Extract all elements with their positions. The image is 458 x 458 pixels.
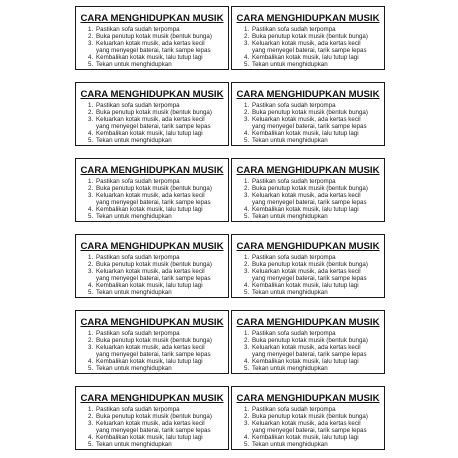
step-text: Tekan untuk menghidupkan — [252, 212, 328, 220]
step-number: 1. — [244, 26, 250, 33]
step-item — [244, 62, 368, 69]
step-text: Kembalikan kotak musik, lalu tutup lagi — [252, 281, 359, 289]
step-text: Kembalikan kotak musik, lalu tutup lagi — [96, 281, 203, 289]
instruction-card — [75, 386, 229, 450]
step-text: Tekan untuk menghidupkan — [96, 60, 172, 68]
step-number: 2. — [244, 260, 250, 268]
step-text: Tekan untuk menghidupkan — [252, 60, 328, 68]
step-text: Keluarkan kotak musik, ada kertas kecil — [252, 343, 361, 351]
step-item — [88, 138, 212, 145]
step-text: yang menyegel baterai, tarik sampe lepas — [252, 122, 367, 130]
step-item — [244, 214, 368, 221]
step-text: Pastikan sofa sudah terpompa — [252, 26, 336, 33]
step-text: Kembalikan kotak musik, lalu tutup lagi — [252, 357, 359, 365]
step-item — [244, 290, 368, 297]
step-number: 4. — [88, 281, 94, 289]
step-number: 5. — [244, 136, 250, 144]
step-number: 1. — [244, 406, 250, 413]
steps-list — [88, 103, 212, 144]
instruction-card — [75, 6, 229, 70]
step-number: 2. — [244, 108, 250, 116]
instruction-card — [231, 6, 385, 70]
instruction-card — [231, 82, 385, 146]
step-number: 2. — [244, 336, 250, 344]
step-number: 1. — [88, 26, 94, 33]
step-text: Tekan untuk menghidupkan — [252, 440, 328, 448]
step-number: 3. — [244, 191, 250, 199]
step-number: 1. — [88, 406, 94, 413]
step-item — [244, 442, 368, 449]
step-number: 5. — [88, 60, 94, 68]
step-text: Kembalikan kotak musik, lalu tutup lagi — [96, 129, 203, 137]
step-text: yang menyegel baterai, tarik sampe lepas — [252, 46, 367, 54]
steps-list — [244, 407, 368, 448]
step-text: Buka penutup kotak musik (bentuk bunga) — [96, 412, 212, 420]
steps-list — [244, 103, 368, 144]
step-text: Pastikan sofa sudah terpompa — [96, 330, 180, 337]
step-item — [88, 366, 212, 373]
step-number: 4. — [244, 281, 250, 289]
step-item — [88, 62, 212, 69]
step-number: 3. — [244, 267, 250, 275]
step-number: 5. — [88, 364, 94, 372]
step-number: 2. — [88, 184, 94, 192]
step-text: Buka penutup kotak musik (bentuk bunga) — [96, 108, 212, 116]
instruction-card — [75, 82, 229, 146]
step-number: 4. — [88, 129, 94, 137]
step-text: Keluarkan kotak musik, ada kertas kecil — [96, 419, 205, 427]
step-number: 4. — [244, 53, 250, 61]
steps-list — [88, 407, 212, 448]
card-title: CARA MENGHIDUPKAN MUSIK — [236, 241, 380, 252]
step-text: Buka penutup kotak musik (bentuk bunga) — [96, 32, 212, 40]
step-number: 3. — [244, 419, 250, 427]
step-number: 2. — [244, 412, 250, 420]
step-number: 3. — [88, 343, 94, 351]
step-item — [88, 214, 212, 221]
step-number: 4. — [88, 53, 94, 61]
step-number: 5. — [244, 60, 250, 68]
step-number: 4. — [244, 433, 250, 441]
step-text: yang menyegel baterai, tarik sampe lepas — [96, 274, 211, 282]
steps-list — [88, 27, 212, 68]
step-number: 1. — [244, 178, 250, 185]
step-text: Pastikan sofa sudah terpompa — [252, 178, 336, 185]
step-text: yang menyegel baterai, tarik sampe lepas — [252, 426, 367, 434]
step-number: 1. — [244, 254, 250, 261]
step-text: Keluarkan kotak musik, ada kertas kecil — [96, 39, 205, 47]
step-number: 3. — [88, 419, 94, 427]
card-title: CARA MENGHIDUPKAN MUSIK — [236, 89, 380, 100]
step-number: 1. — [244, 330, 250, 337]
step-text: Keluarkan kotak musik, ada kertas kecil — [252, 267, 361, 275]
step-text: Pastikan sofa sudah terpompa — [252, 330, 336, 337]
step-text: yang menyegel baterai, tarik sampe lepas — [252, 198, 367, 206]
steps-list — [244, 27, 368, 68]
step-text: yang menyegel baterai, tarik sampe lepas — [96, 426, 211, 434]
step-number: 5. — [88, 136, 94, 144]
step-text: Kembalikan kotak musik, lalu tutup lagi — [252, 433, 359, 441]
step-text: Tekan untuk menghidupkan — [96, 136, 172, 144]
step-text: Pastikan sofa sudah terpompa — [252, 406, 336, 413]
step-number: 3. — [244, 115, 250, 123]
card-title: CARA MENGHIDUPKAN MUSIK — [236, 13, 380, 24]
instruction-card — [231, 158, 385, 222]
step-text: Keluarkan kotak musik, ada kertas kecil — [252, 39, 361, 47]
step-text: Keluarkan kotak musik, ada kertas kecil — [252, 419, 361, 427]
step-text: Buka penutup kotak musik (bentuk bunga) — [252, 260, 368, 268]
step-number: 1. — [244, 102, 250, 109]
step-text: Kembalikan kotak musik, lalu tutup lagi — [96, 205, 203, 213]
step-text: Keluarkan kotak musik, ada kertas kecil — [96, 267, 205, 275]
step-text: Pastikan sofa sudah terpompa — [96, 406, 180, 413]
card-title: CARA MENGHIDUPKAN MUSIK — [80, 241, 224, 252]
step-number: 4. — [244, 205, 250, 213]
card-title: CARA MENGHIDUPKAN MUSIK — [236, 393, 380, 404]
step-number: 3. — [88, 39, 94, 47]
step-number: 5. — [88, 288, 94, 296]
step-item — [244, 138, 368, 145]
step-number: 5. — [244, 288, 250, 296]
step-number: 4. — [88, 357, 94, 365]
step-text: yang menyegel baterai, tarik sampe lepas — [252, 274, 367, 282]
step-number: 3. — [244, 343, 250, 351]
step-text: Keluarkan kotak musik, ada kertas kecil — [96, 191, 205, 199]
card-title: CARA MENGHIDUPKAN MUSIK — [236, 317, 380, 328]
step-text: Pastikan sofa sudah terpompa — [96, 26, 180, 33]
step-number: 5. — [244, 212, 250, 220]
step-item — [88, 290, 212, 297]
card-title: CARA MENGHIDUPKAN MUSIK — [80, 89, 224, 100]
step-text: Tekan untuk menghidupkan — [96, 440, 172, 448]
step-number: 3. — [88, 191, 94, 199]
step-text: Buka penutup kotak musik (bentuk bunga) — [252, 336, 368, 344]
step-text: yang menyegel baterai, tarik sampe lepas — [96, 122, 211, 130]
step-number: 4. — [244, 357, 250, 365]
step-number: 2. — [88, 336, 94, 344]
step-text: Buka penutup kotak musik (bentuk bunga) — [252, 32, 368, 40]
step-number: 1. — [88, 254, 94, 261]
step-text: Buka penutup kotak musik (bentuk bunga) — [252, 412, 368, 420]
steps-list — [244, 179, 368, 220]
step-item — [88, 442, 212, 449]
step-number: 1. — [88, 330, 94, 337]
step-text: yang menyegel baterai, tarik sampe lepas — [96, 198, 211, 206]
step-number: 3. — [88, 115, 94, 123]
step-text: Tekan untuk menghidupkan — [96, 364, 172, 372]
step-text: Pastikan sofa sudah terpompa — [252, 254, 336, 261]
step-text: Pastikan sofa sudah terpompa — [252, 102, 336, 109]
step-text: Buka penutup kotak musik (bentuk bunga) — [96, 184, 212, 192]
step-number: 5. — [244, 440, 250, 448]
instruction-card — [75, 310, 229, 374]
step-text: yang menyegel baterai, tarik sampe lepas — [252, 350, 367, 358]
step-text: Buka penutup kotak musik (bentuk bunga) — [252, 108, 368, 116]
instruction-card — [231, 234, 385, 298]
step-text: Keluarkan kotak musik, ada kertas kecil — [252, 115, 361, 123]
step-text: Kembalikan kotak musik, lalu tutup lagi — [252, 53, 359, 61]
instruction-card — [231, 386, 385, 450]
step-number: 1. — [88, 178, 94, 185]
step-text: Keluarkan kotak musik, ada kertas kecil — [252, 191, 361, 199]
step-text: Pastikan sofa sudah terpompa — [96, 102, 180, 109]
step-text: Tekan untuk menghidupkan — [96, 288, 172, 296]
step-number: 5. — [88, 440, 94, 448]
instruction-card — [75, 234, 229, 298]
card-title: CARA MENGHIDUPKAN MUSIK — [80, 317, 224, 328]
step-number: 1. — [88, 102, 94, 109]
card-title: CARA MENGHIDUPKAN MUSIK — [80, 393, 224, 404]
steps-list — [88, 331, 212, 372]
step-text: Keluarkan kotak musik, ada kertas kecil — [96, 115, 205, 123]
step-text: Kembalikan kotak musik, lalu tutup lagi — [96, 433, 203, 441]
step-text: Pastikan sofa sudah terpompa — [96, 254, 180, 261]
step-text: Buka penutup kotak musik (bentuk bunga) — [96, 260, 212, 268]
step-number: 3. — [244, 39, 250, 47]
step-text: yang menyegel baterai, tarik sampe lepas — [96, 46, 211, 54]
step-text: Keluarkan kotak musik, ada kertas kecil — [96, 343, 205, 351]
step-text: Kembalikan kotak musik, lalu tutup lagi — [252, 205, 359, 213]
step-text: Tekan untuk menghidupkan — [96, 212, 172, 220]
step-number: 4. — [244, 129, 250, 137]
step-text: Kembalikan kotak musik, lalu tutup lagi — [252, 129, 359, 137]
step-text: Kembalikan kotak musik, lalu tutup lagi — [96, 357, 203, 365]
step-number: 2. — [88, 108, 94, 116]
card-title: CARA MENGHIDUPKAN MUSIK — [236, 165, 380, 176]
step-number: 2. — [244, 184, 250, 192]
instruction-card — [75, 158, 229, 222]
card-title: CARA MENGHIDUPKAN MUSIK — [80, 165, 224, 176]
step-text: Tekan untuk menghidupkan — [252, 136, 328, 144]
step-number: 4. — [88, 205, 94, 213]
step-number: 3. — [88, 267, 94, 275]
step-number: 2. — [244, 32, 250, 40]
step-text: Buka penutup kotak musik (bentuk bunga) — [252, 184, 368, 192]
step-number: 2. — [88, 32, 94, 40]
step-text: Pastikan sofa sudah terpompa — [96, 178, 180, 185]
step-text: Tekan untuk menghidupkan — [252, 364, 328, 372]
step-number: 2. — [88, 260, 94, 268]
step-number: 5. — [244, 364, 250, 372]
steps-list — [88, 179, 212, 220]
steps-list — [88, 255, 212, 296]
step-item — [244, 366, 368, 373]
step-number: 2. — [88, 412, 94, 420]
steps-list — [244, 331, 368, 372]
steps-list — [244, 255, 368, 296]
step-text: Kembalikan kotak musik, lalu tutup lagi — [96, 53, 203, 61]
card-title: CARA MENGHIDUPKAN MUSIK — [80, 13, 224, 24]
step-text: yang menyegel baterai, tarik sampe lepas — [96, 350, 211, 358]
step-number: 5. — [88, 212, 94, 220]
step-number: 4. — [88, 433, 94, 441]
step-text: Buka penutup kotak musik (bentuk bunga) — [96, 336, 212, 344]
step-text: Tekan untuk menghidupkan — [252, 288, 328, 296]
instruction-card — [231, 310, 385, 374]
